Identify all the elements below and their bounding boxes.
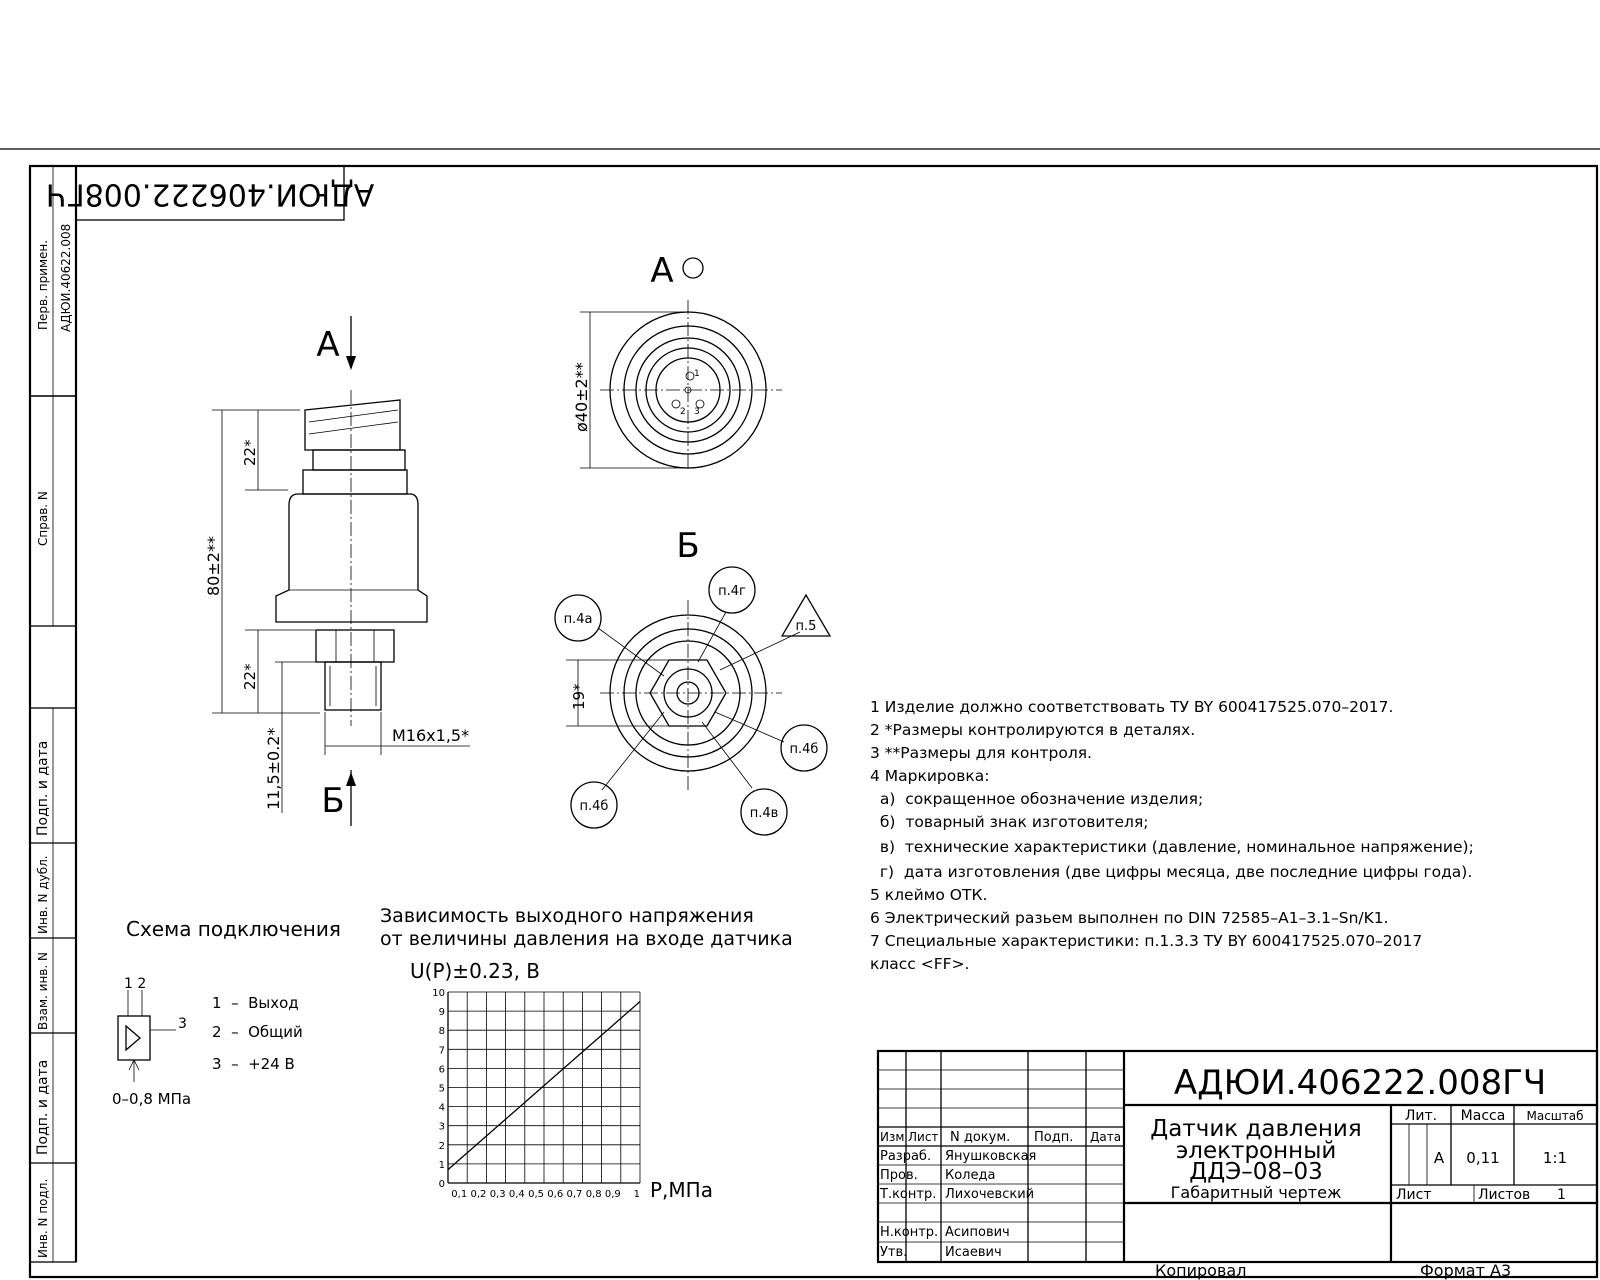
graph-title-line-2: от величины давления на входе датчика [380,928,793,950]
view-b-face [555,526,830,835]
col-header-izm: Изм [880,1130,905,1144]
name-tkontr: Лихочевский [945,1187,1035,1202]
rotated-code: АДЮИ.406222.008ГЧ [45,176,375,212]
name-prov: Коледа [945,1168,996,1183]
lit-value: А [1433,1149,1445,1167]
copied-label: Копировал [1155,1261,1247,1280]
y-tick-label: 9 [438,1007,445,1019]
dim-22-top: 22* [241,439,259,466]
title-block [878,1051,1597,1262]
sprav-label: Справ. N [36,491,50,546]
x-tick-label: 0,3 [489,1189,506,1200]
connection-schema [112,917,341,1108]
y-tick-label: 8 [438,1026,445,1038]
field-vzam-inv: Взам. инв. N [36,952,50,1030]
graph-ylabel: U(P)±0.23, В [410,959,541,983]
note-line: 3 **Размеры для контроля. [870,744,1092,762]
schema-item: 3 – +24 В [212,1055,295,1073]
field-podp-2: Подп. и дата [35,1059,51,1155]
field-inv-dubl: Инв. N дубл. [36,855,50,934]
col-header-ndok: N докум. [950,1130,1011,1145]
view-a-face [572,251,782,470]
note-line: а) сокращенное обозначение изделия; [870,790,1204,808]
section-b-label: Б [676,526,700,566]
y-tick-label: 1 [438,1159,445,1171]
x-tick-label: 0,1 [451,1189,468,1200]
schema-title: Схема подключения [126,917,341,941]
graph-ticks [432,988,640,1200]
callout-4v: п.4в [749,806,779,821]
x-tick-label: 0,2 [470,1189,487,1200]
scale-value: 1:1 [1542,1149,1568,1167]
name-utv: Исаевич [945,1245,1002,1260]
title-name-line-1: Датчик давления [1150,1116,1362,1142]
title-doc-type: Габаритный чертеж [1170,1183,1342,1202]
role-razrab: Разраб. [880,1149,932,1164]
dim-thread: М16х1,5* [392,726,470,745]
dim-80: 80±2** [204,536,223,596]
col-header-podp: Подп. [1034,1130,1074,1145]
view-a-label: А [316,325,340,365]
x-tick-label: 0,5 [528,1189,544,1200]
view-a-rot-label: А [650,251,674,291]
note-line: 4 Маркировка: [870,767,990,785]
sheet-label: Лист [1396,1187,1432,1203]
graph-xlabel: Р,МПа [650,1178,713,1202]
y-tick-label: 2 [438,1140,445,1152]
y-tick-label: 7 [438,1045,445,1057]
role-utv: Утв. [880,1245,908,1260]
output-graph [380,905,793,1202]
schema-pins-top: 1 2 [124,976,147,992]
note-line: 7 Специальные характеристики: п.1.3.3 ТУ BY 600417525.070–2017 [870,932,1423,950]
mass-header: Масса [1460,1108,1506,1124]
title-code: АДЮИ.406222.008ГЧ [1173,1063,1547,1103]
note-line: в) технические характеристики (давление, номинальное напряжение); [870,838,1474,856]
y-tick-label: 10 [432,988,445,999]
graph-grid [448,992,640,1183]
note-line: б) товарный знак изготовителя; [870,813,1149,831]
dim-19: 19* [570,683,588,710]
title-name-line-2: электронный [1175,1138,1337,1164]
graph-title-line-1: Зависимость выходного напряжения [380,905,754,927]
x-tick-label: 0,8 [585,1189,602,1200]
role-prov: Пров. [880,1168,918,1183]
sheets-value: 1 [1557,1187,1566,1203]
note-line: 6 Электрический разьем выполнен по DIN 72585–A1–3.1–Sn/K1. [870,909,1389,927]
note-line: класс <FF>. [870,955,970,973]
callout-4b-right: п.4б [789,742,819,757]
perv-value: АДЮИ.40622.008 [59,223,73,332]
view-b-label: Б [321,781,345,821]
y-tick-label: 6 [438,1064,445,1076]
format-label: Формат А3 [1420,1261,1512,1280]
x-tick-label: 0,4 [508,1189,525,1200]
pin-2: 2 [680,407,686,417]
note-line: 2 *Размеры контролируются в деталях. [870,721,1196,739]
field-podp-1: Подп. и дата [35,740,51,836]
role-tkontr: Т.контр. [880,1187,937,1202]
pin-3: 3 [694,407,700,417]
schema-item: 1 – Выход [212,994,299,1012]
x-tick-label: 1 [633,1189,640,1200]
note-line: г) дата изготовления (две цифры месяца, две последние цифры года). [870,863,1473,881]
dim-dia-40: ø40±2** [572,362,591,432]
technical-notes [870,698,1474,973]
perv-label: Перв. примен. [36,239,50,330]
col-header-data: Дата [1090,1130,1122,1144]
y-tick-label: 4 [438,1102,445,1114]
rotated-code-box [46,166,375,220]
y-tick-label: 5 [438,1083,445,1095]
y-tick-label: 3 [438,1121,445,1133]
mass-value: 0,11 [1466,1149,1500,1167]
role-nkontr: Н.контр. [880,1225,939,1240]
y-tick-label: 0 [438,1179,445,1190]
note-line: 1 Изделие должно соответствовать ТУ BY 600417525.070–2017. [870,698,1394,716]
title-name-line-3: ДДЭ–08–03 [1189,1159,1323,1185]
callout-4a: п.4а [563,612,593,627]
callout-4g: п.4г [718,584,746,599]
callout-4b-left: п.4б [579,799,609,814]
dim-22-bot: 22* [241,663,259,690]
sensor-side-view [204,316,470,826]
name-razrab: Янушковская [945,1149,1037,1164]
x-tick-label: 0,9 [604,1189,621,1200]
sheets-label: Листов [1478,1187,1531,1203]
x-tick-label: 0,6 [547,1189,564,1200]
schema-pin-side: 3 [178,1016,187,1032]
dim-11-5: 11,5±0.2* [264,727,283,810]
x-tick-label: 0,7 [566,1189,583,1200]
left-strip [30,166,76,1262]
note-line: 5 клеймо ОТК. [870,886,988,904]
callout-5: п.5 [795,619,817,634]
name-nkontr: Асипович [945,1225,1010,1240]
scale-header: Масштаб [1526,1109,1584,1123]
lit-header: Лит. [1404,1108,1438,1124]
pin-1: 1 [694,369,700,379]
col-header-list: Лист [908,1130,939,1144]
schema-item: 2 – Общий [212,1023,303,1041]
field-inv-podl: Инв. N подл. [36,1178,50,1258]
schema-range: 0–0,8 МПа [112,1090,192,1108]
